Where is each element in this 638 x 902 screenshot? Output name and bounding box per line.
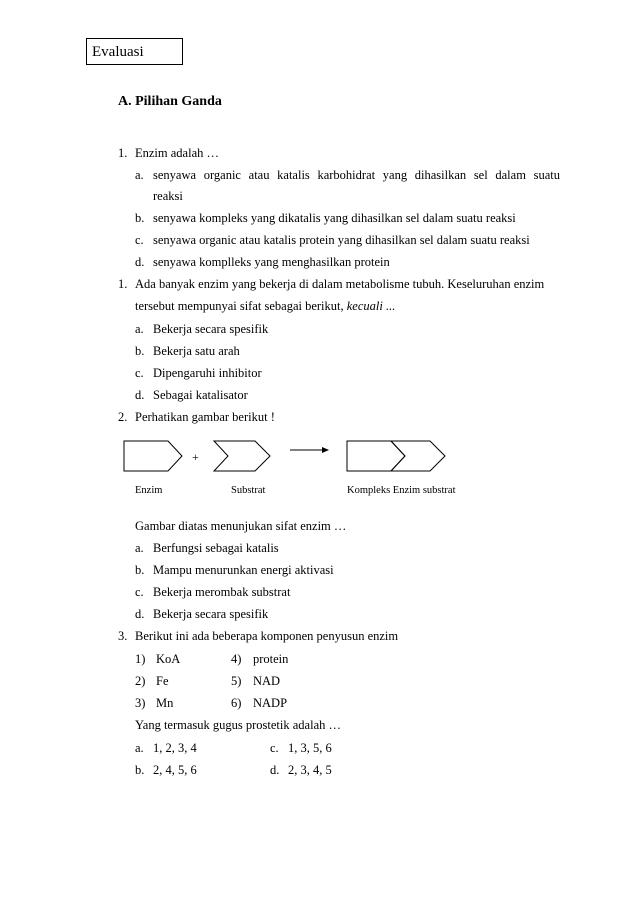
q1-option-b-letter: b. [135, 211, 145, 225]
component-5-number: 5) [231, 674, 242, 688]
q4-option-d-letter: d. [270, 763, 280, 777]
q2-option-c: Dipengaruhi inhibitor [153, 366, 262, 380]
q1-stem: Enzim adalah … [135, 146, 219, 160]
word: sel [473, 168, 488, 182]
q2-stem-italic: kecuali ... [346, 299, 396, 313]
substrat-shape [214, 441, 270, 471]
q4-option-a-letter: a. [135, 741, 144, 755]
q4-option-c: 1, 3, 5, 6 [288, 741, 332, 755]
q1-option-a-line2: reaksi [153, 189, 183, 203]
q1-option-c: senyawa organic atau katalis protein yang dihasilkan sel dalam suatu reaksi [153, 233, 530, 247]
word: dihasilkan [414, 168, 467, 182]
word: senyawa [153, 168, 197, 182]
q1-option-d-letter: d. [135, 255, 145, 269]
label-kompleks: Kompleks Enzim substrat [347, 485, 456, 496]
q4-option-b-letter: b. [135, 763, 145, 777]
q2-option-d: Sebagai katalisator [153, 388, 248, 402]
q1-number: 1. [118, 146, 128, 160]
component-6-number: 6) [231, 696, 242, 710]
component-2-text: Fe [156, 674, 169, 688]
q4-option-d: 2, 3, 4, 5 [288, 763, 332, 777]
component-4-number: 4) [231, 652, 242, 666]
component-4-text: protein [253, 652, 289, 666]
q3-option-b-letter: b. [135, 563, 145, 577]
component-5-text: NAD [253, 674, 281, 688]
component-3-text: Mn [156, 696, 174, 710]
q3-option-d-letter: d. [135, 607, 145, 621]
q2-option-b: Bekerja satu arah [153, 344, 240, 358]
word: suatu [533, 168, 560, 182]
reaction-arrow-head [322, 447, 329, 453]
component-1-number: 1) [135, 652, 146, 666]
label-enzim: Enzim [135, 485, 163, 496]
component-3-number: 3) [135, 696, 146, 710]
q2-option-a: Bekerja secara spesifik [153, 322, 269, 336]
q1-option-c-letter: c. [135, 233, 144, 247]
kompleks-enzim-shape [347, 441, 405, 471]
q1-option-d: senyawa komplleks yang menghasilkan protein [153, 255, 390, 269]
q4-follow: Yang termasuk gugus prostetik adalah … [135, 718, 341, 732]
q3-number: 2. [118, 410, 128, 424]
component-6-text: NADP [253, 696, 288, 710]
q2-option-a-letter: a. [135, 322, 144, 336]
q3-follow: Gambar diatas menunjukan sifat enzim … [135, 519, 347, 533]
component-1-text: KoA [156, 652, 181, 666]
q4-option-a: 1, 2, 3, 4 [153, 741, 197, 755]
q2-option-c-letter: c. [135, 366, 144, 380]
component-2-number: 2) [135, 674, 146, 688]
q3-option-c-letter: c. [135, 585, 144, 599]
q3-option-d: Bekerja secara spesifik [153, 607, 269, 621]
enzim-shape [124, 441, 182, 471]
word: yang [382, 168, 408, 182]
q4-number: 3. [118, 629, 128, 643]
q1-option-a-letter: a. [135, 168, 144, 182]
plus-sign: + [192, 450, 199, 464]
kompleks-substrat-shape [391, 441, 445, 471]
q4-option-b: 2, 4, 5, 6 [153, 763, 197, 777]
q3-option-b: Mampu menurunkan energi aktivasi [153, 563, 334, 577]
q2-option-b-letter: b. [135, 344, 145, 358]
q3-option-c: Bekerja merombak substrat [153, 585, 291, 599]
q2-option-d-letter: d. [135, 388, 145, 402]
q3-option-a-letter: a. [135, 541, 144, 555]
word: organic [203, 168, 241, 182]
section-heading: A. Pilihan Ganda [118, 94, 222, 109]
q2-stem-line2-text: tersebut mempunyai sifat sebagai berikut, [135, 299, 344, 313]
q2-stem-line1: Ada banyak enzim yang bekerja di dalam metabolisme tubuh. Keseluruhan enzim [135, 277, 545, 291]
q3-option-a: Berfungsi sebagai katalis [153, 541, 279, 555]
word: atau [248, 168, 270, 182]
word: katalis [277, 168, 310, 182]
q4-stem: Berikut ini ada beberapa komponen penyusun enzim [135, 629, 399, 643]
q2-number: 1. [118, 277, 128, 291]
word: karbohidrat [317, 168, 376, 182]
word: dalam [495, 168, 526, 182]
q3-stem: Perhatikan gambar berikut ! [135, 410, 275, 424]
evaluasi-title: Evaluasi [92, 44, 144, 60]
q1-option-b: senyawa kompleks yang dikatalis yang dihasilkan sel dalam suatu reaksi [153, 211, 516, 225]
label-substrat: Substrat [231, 485, 266, 496]
q4-option-c-letter: c. [270, 741, 279, 755]
